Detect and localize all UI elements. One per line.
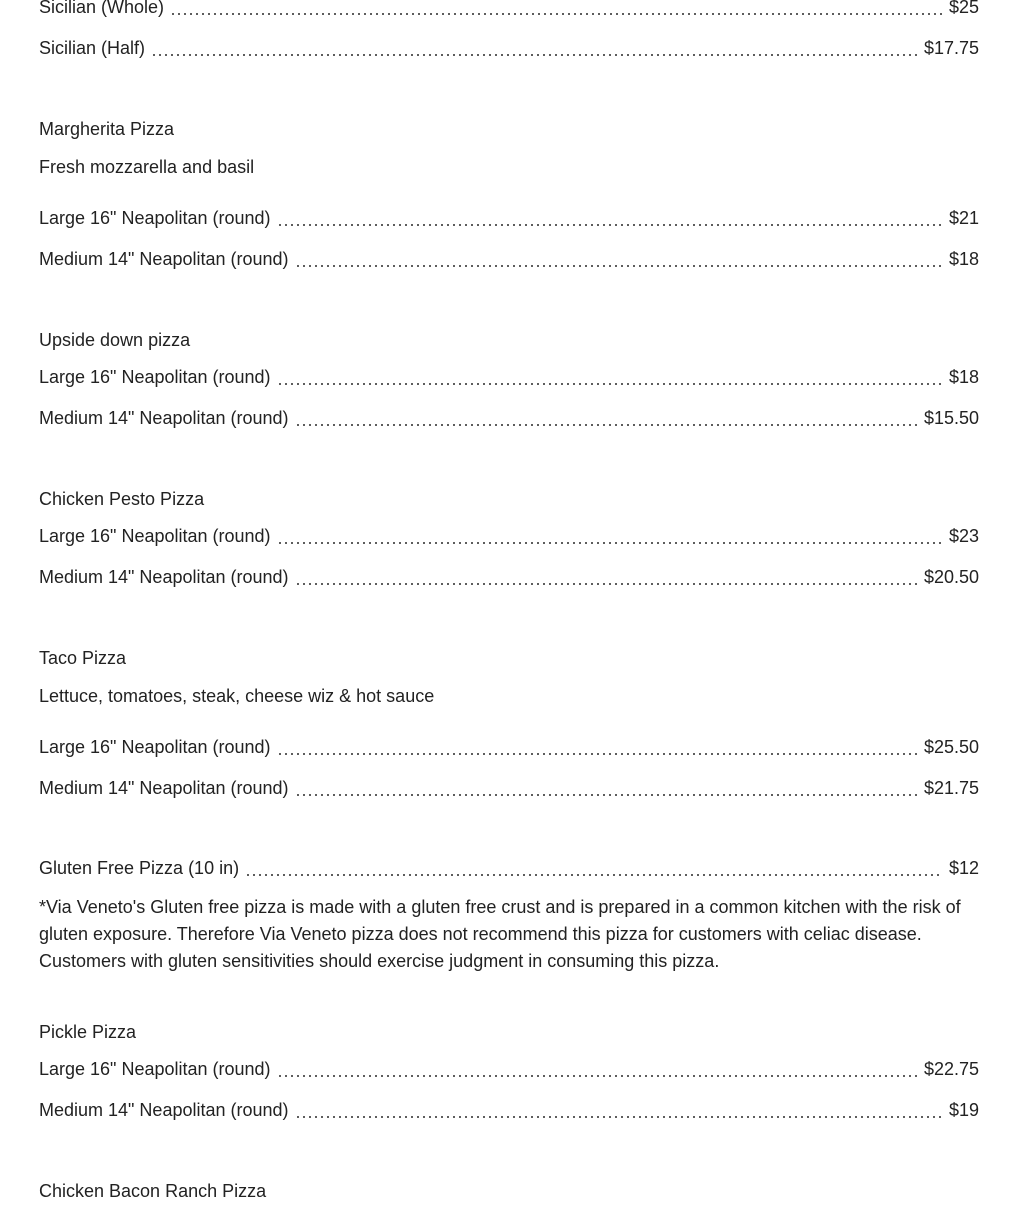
section-title-chicken-bacon-ranch: Chicken Bacon Ranch Pizza [39, 1181, 267, 1201]
menu-item-label: Medium 14" Neapolitan (round) [39, 567, 289, 587]
dot-leader [295, 794, 918, 796]
menu-item-row [39, 771, 979, 812]
menu-item-label: Large 16" Neapolitan (round) [39, 526, 271, 546]
dot-leader [295, 583, 918, 585]
menu-item-price: $17.75 [923, 38, 979, 58]
menu-item-label: Medium 14" Neapolitan (round) [39, 1100, 289, 1120]
menu-item-row [39, 201, 979, 242]
menu-item-row [39, 0, 979, 31]
menu-item-row-gluten-free [39, 851, 979, 892]
menu-item-price: $18 [948, 249, 979, 269]
menu-item-label: Large 16" Neapolitan (round) [39, 737, 271, 757]
menu-item-row [39, 560, 979, 601]
dot-leader [170, 13, 943, 15]
menu-item-row [39, 401, 979, 442]
menu-item-price: $18 [948, 367, 979, 387]
section-description-taco: Lettuce, tomatoes, steak, cheese wiz & hot sauce [39, 686, 435, 706]
menu-item-label: Medium 14" Neapolitan (round) [39, 249, 289, 269]
menu-item-label: Large 16" Neapolitan (round) [39, 1059, 271, 1079]
section-title-upside-down: Upside down pizza [39, 330, 191, 350]
section-title-chicken-pesto: Chicken Pesto Pizza [39, 489, 205, 509]
menu-item-price: $21.75 [923, 778, 979, 798]
menu-item-row [39, 1093, 979, 1134]
gluten-free-disclaimer: *Via Veneto's Gluten free pizza is made with a gluten free crust and is prepared in a common kitchen with the risk of gluten exposure. Therefore Via Veneto pizza does not recommend this pizza for customers with celiac disease. Customers with gluten sensitivities should exercise judgment in consuming this pizza. [39, 897, 961, 971]
menu-item-price: $20.50 [923, 567, 979, 587]
dot-leader [277, 383, 943, 385]
section-title-taco: Taco Pizza [39, 648, 127, 668]
section-title-margherita: Margherita Pizza [39, 119, 175, 139]
dot-leader [295, 265, 943, 267]
menu-item-label: Sicilian (Half) [39, 38, 146, 58]
menu-item-label: Medium 14" Neapolitan (round) [39, 408, 289, 428]
dot-leader [245, 874, 943, 876]
section-description-margherita: Fresh mozzarella and basil [39, 157, 255, 177]
menu-item-row [39, 360, 979, 401]
menu-item-label: Large 16" Neapolitan (round) [39, 208, 271, 228]
dot-leader [295, 424, 918, 426]
menu-item-price: $12 [948, 858, 979, 878]
menu-item-row [39, 242, 979, 283]
menu-item-row [39, 519, 979, 560]
menu-item-label: Medium 14" Neapolitan (round) [39, 778, 289, 798]
dot-leader [295, 1116, 943, 1118]
menu-item-label: Gluten Free Pizza (10 in) [39, 858, 240, 878]
dot-leader [277, 1075, 918, 1077]
dot-leader [151, 54, 918, 56]
menu-item-price: $15.50 [923, 408, 979, 428]
menu-item-price: $19 [948, 1100, 979, 1120]
menu-item-price: $22.75 [923, 1059, 979, 1079]
menu-item-row [39, 31, 979, 72]
menu-item-price: $23 [948, 526, 979, 546]
section-title-pickle: Pickle Pizza [39, 1022, 137, 1042]
menu-item-price: $21 [948, 208, 979, 228]
menu-item-label: Sicilian (Whole) [39, 0, 165, 17]
menu-item-row [39, 730, 979, 771]
menu-item-price: $25.50 [923, 737, 979, 757]
dot-leader [277, 224, 943, 226]
dot-leader [277, 753, 918, 755]
menu-item-price: $25 [948, 0, 979, 17]
menu-item-label: Large 16" Neapolitan (round) [39, 367, 271, 387]
dot-leader [277, 542, 943, 544]
pizza-menu [39, 0, 979, 1211]
menu-item-row [39, 1052, 979, 1093]
